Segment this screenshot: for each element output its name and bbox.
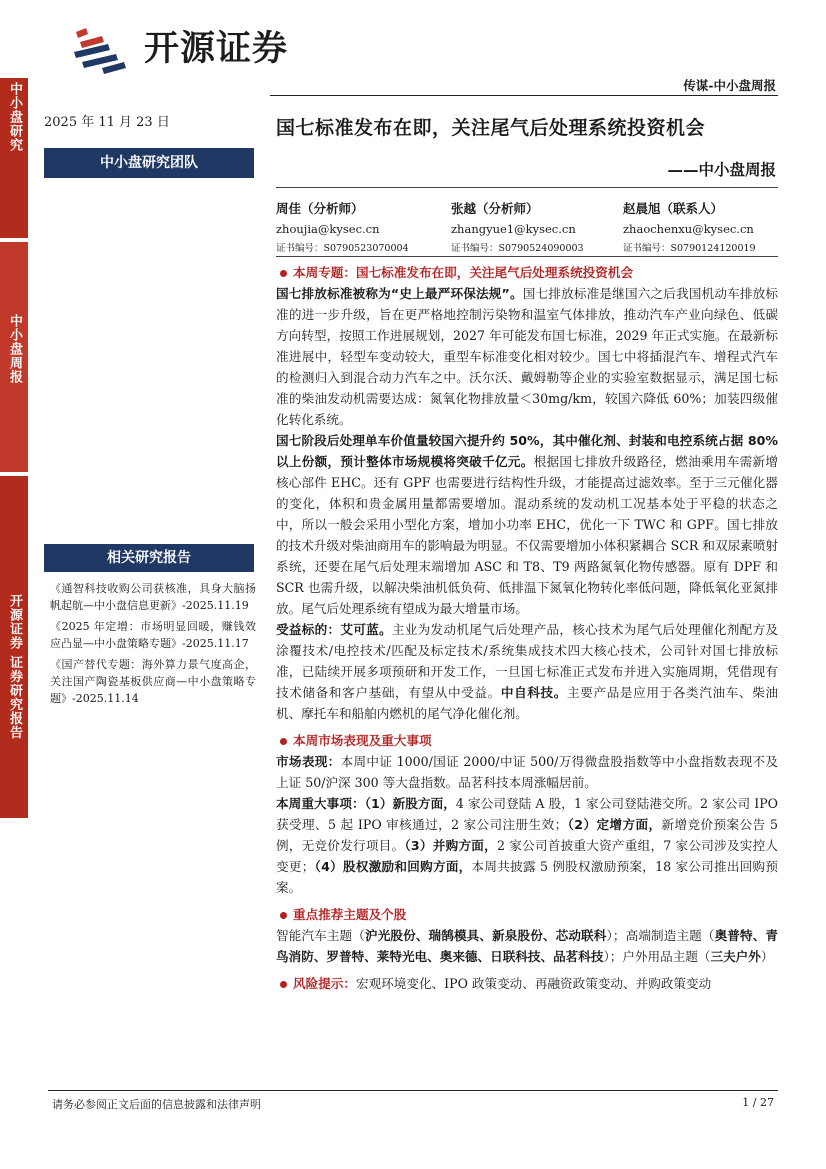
side-band-bottom	[0, 476, 28, 818]
analyst-name: 周佳（分析师）	[276, 201, 364, 216]
paragraph: 本周重大事项：（1）新股方面，4 家公司登陆 A 股，1 家公司登陆港交所。2 家公司 IPO 获受理、5 起 IPO 审核通过，2 家公司注册生效；（2）定增方面，新增竞价预案公告 5 例，无竞价发行项目。（3）并购方面，2 家公司首披重大资产重组，7 家公司涉及实控人变更；（4）股权激励和回购方面，本周共披露 5 例股权激励预案，18 家公司推出回购预案。	[276, 796, 779, 895]
analyst-email[interactable]: zhangyue1@kysec.cn	[451, 222, 576, 236]
section-heading: 本周市场表现及重大事项	[276, 730, 778, 751]
report-date: 2025 年 11 月 23 日	[44, 115, 170, 130]
analyst-name: 张越（分析师）	[451, 201, 539, 216]
report-title: 国七标准发布在即，关注尾气后处理系统投资机会	[276, 117, 706, 139]
bullet-icon	[280, 912, 287, 919]
analyst-block	[276, 199, 409, 259]
side-band-bottom-label: 开源证券 证券研究报告	[7, 594, 22, 740]
team-label: 中小盘研究团队	[44, 148, 254, 178]
risk-line: 风险提示：宏观环境变化、IPO 政策变动、再融资政策变动、并购政策变动	[276, 973, 778, 994]
title-divider	[276, 187, 778, 188]
section-heading: 重点推荐主题及个股	[276, 904, 778, 925]
report-type-tag: 传谋-中小盘周报	[683, 78, 776, 93]
bullet-icon	[280, 738, 287, 745]
related-reports-list	[50, 580, 256, 711]
section-heading: 本周专题：国七标准发布在即，关注尾气后处理系统投资机会	[276, 262, 778, 283]
related-report-link[interactable]: 《通智科技收购公司获核准，具身大脑扬帆起航—中小盘信息更新》-2025.11.19	[50, 582, 256, 612]
logo-mark-icon	[72, 24, 136, 76]
analyst-cert: 证书编号：S0790524090003	[451, 243, 584, 254]
side-band-top	[0, 78, 28, 238]
paragraph: 受益标的：艾可蓝。主业为发动机尾气后处理产品，核心技术为尾气后处理催化剂配方及涂覆技术/电控技术/匹配及标定技术/系统集成技术四大核心技术，公司针对国七排放标准，已陆续开展多项预研和开发工作，一旦国七标准正式发布并进入实施周期，凭借现有技术储备和客户基础，有望从中受益。中自科技。主要产品是应用于各类汽油车、柴油机、摩托车和船舶内燃机的尾气净化催化剂。	[276, 622, 779, 721]
analyst-cert: 证书编号：S0790523070004	[276, 243, 409, 254]
analyst-block	[451, 199, 584, 259]
page-number: 1 / 27	[742, 1096, 774, 1109]
analyst-divider	[276, 256, 778, 257]
analyst-email[interactable]: zhaochenxu@kysec.cn	[623, 222, 754, 236]
side-band-mid-label: 中小盘周报	[7, 314, 22, 384]
related-reports-heading: 相关研究报告	[44, 544, 254, 572]
paragraph: 市场表现：本周中证 1000/国证 2000/中证 500/万得微盘股指数等中小盘指数表现不及上证 50/沪深 300 等大盘指数。品茗科技本周涨幅居前。	[276, 754, 778, 790]
footer-divider	[48, 1090, 778, 1091]
brand-name: 开源证券	[144, 29, 289, 69]
header-divider	[270, 95, 778, 96]
analyst-name: 赵晨旭（联系人）	[623, 201, 724, 216]
related-report-link[interactable]: 《2025 年定增：市场明显回暖，赚钱效应凸显—中小盘策略专题》-2025.11.17	[50, 620, 256, 650]
analyst-cert: 证书编号：S0790124120019	[623, 243, 756, 254]
bullet-icon	[280, 981, 287, 988]
report-body	[276, 262, 778, 994]
analyst-block	[623, 199, 756, 259]
paragraph: 国七排放标准被称为“史上最严环保法规”。国七排放标准是继国六之后我国机动车排放标准的进一步升级，旨在更严格地控制污染物和温室气体排放，推动汽车产业向绿色、低碳方向转型，按照工作进展规划，2027 年可能发布国七标准，2029 年正式实施。在最新标准进展中，轻型车变动较大，重型车标准变化相对较少。国七中将插混汽车、增程式汽车的检测归入到混合动力汽车之中。沃尔沃、戴姆勒等企业的实验室数据显示，满足国七标准的柴油发动机需要达成：氮氧化物排放量＜30mg/km，较国六降低 60%；加装四级催化转化系统。	[276, 286, 779, 427]
report-subtitle: ——中小盘周报	[667, 161, 776, 179]
paragraph: 国七阶段后处理单车价值量较国六提升约 50%，其中催化剂、封装和电控系统占据 80%以上份额，预计整体市场规模将突破千亿元。根据国七排放升级路径，燃油乘用车需新增核心部件 EHC。还有 GPF 也需要进行结构性升级，才能提高过滤效率。至于三元催化器的变化，体积和贵金属用量都需要增加。混动系统的发动机工况基本处于平稳的状态之中，所以一般会采用小型化方案，增加小功率 EHC，优化一下 TWC 和 GPF。国七排放的技术升级对柴油商用车的影响最为明显。不仅需要增加小体积紧耦合 SCR 和双尿素喷射系统，还要在尾气后处理末端增加 ASC 和 T8、T9 两路氮氧化物传感器。原有 DPF 和 SCR 也需升级，以解决柴油机低负荷、低排温下氮氧化物转化率低问题，降低氧化亚氮排放。尾气后处理系统有望成为最大增量市场。	[276, 433, 779, 616]
analyst-email[interactable]: zhoujia@kysec.cn	[276, 222, 380, 236]
paragraph: 智能汽车主题（沪光股份、瑞鹄模具、新泉股份、芯动联科）；高端制造主题（奥普特、青鸟消防、罗普特、莱特光电、奥来德、日联科技、品茗科技）；户外用品主题（三夫户外）	[276, 928, 779, 964]
bullet-icon	[280, 270, 287, 277]
side-band-mid	[0, 242, 28, 472]
footer-disclaimer: 请务必参阅正文后面的信息披露和法律声明	[52, 1098, 261, 1111]
related-report-link[interactable]: 《国产替代专题：海外算力景气度高企，关注国产陶瓷基板供应商—中小盘策略专题》-2025.11.14	[50, 658, 256, 705]
side-band-top-label: 中小盘研究	[7, 82, 22, 152]
